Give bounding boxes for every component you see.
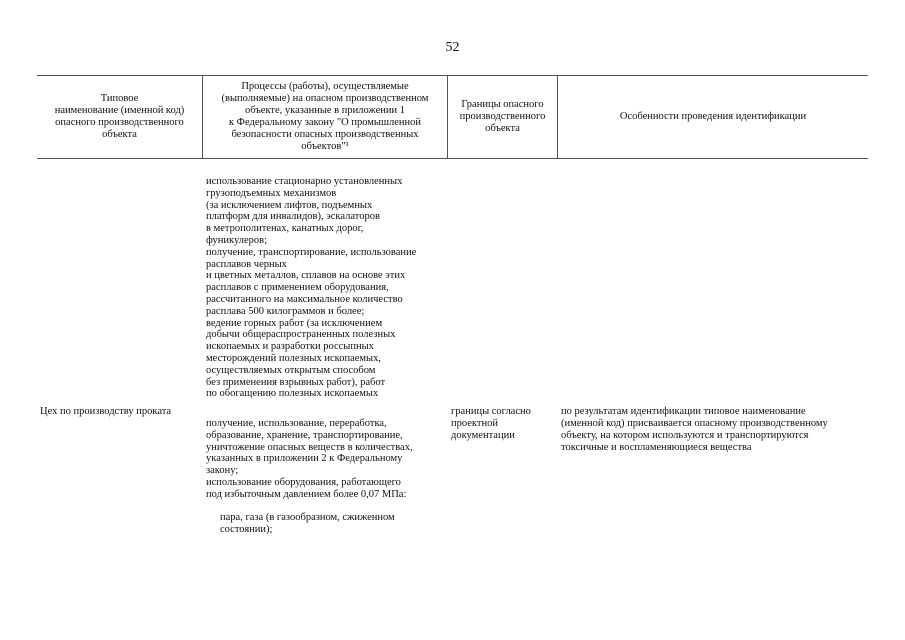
table-row-continuation — [37, 176, 868, 400]
cell-identification: по результатам идентификации типовое наименование (именной код) присваивается опасному производственному объекту, на котором используются и транспортируются токсичные и воспламеняющиеся вещества — [561, 406, 828, 453]
processes-indented-text: пара, газа (в газообразном, сжиженном состоянии); — [220, 512, 395, 536]
cell-empty — [557, 176, 868, 400]
page-number: 52 — [445, 40, 460, 55]
table-header-row — [37, 75, 868, 159]
header-identification: Особенности проведения идентификации — [557, 76, 868, 158]
table-row — [37, 406, 868, 548]
header-typical-name: Типовое наименование (именной код) опасного производственного объекта — [54, 93, 185, 140]
header-boundaries: Границы опасного производственного объекта — [447, 76, 557, 158]
cell-empty — [447, 176, 557, 400]
cell-processes — [202, 406, 447, 548]
header-processes: Процессы (работы), осуществляемые (выполняемые) на опасном производственном объекте, указанные в приложении 1 к Федеральному закону "О промышленной безопасности опасных производственных объектов"¹ — [202, 76, 447, 158]
cell-processes-continuation: использование стационарно установленных грузоподъемных механизмов (за исключением лифтов, подъемных платформ для инвалидов), эскалаторов в метрополитенах, канатных дорог, фуникулеров; получение, транспортирование, использование расплавов черных и цветных металлов, сплавов на основе этих расплавов с применением оборудования, рассчитанного на максимальное количество расплава 500 килограммов и более; ведение горных работ (за исключением добычи общераспространенных полезных ископаемых и разработки россыпных месторождений полезных ископаемых, осуществляемых открытым способом без применения взрывных работ), работ по обогащению полезных ископаемых — [206, 176, 417, 400]
cell-empty — [37, 176, 202, 400]
cell-boundaries: границы согласно проектной документации — [451, 406, 531, 441]
identification-table — [37, 75, 868, 548]
cell-object-name: Цех по производству проката — [40, 406, 172, 418]
processes-text: получение, использование, переработка, образование, хранение, транспортирование, уничтожение опасных веществ в количествах, указанных в приложении 2 к Федеральному закону; использование оборудования, работающего под избыточным давлением более 0,07 МПа: — [206, 417, 413, 500]
